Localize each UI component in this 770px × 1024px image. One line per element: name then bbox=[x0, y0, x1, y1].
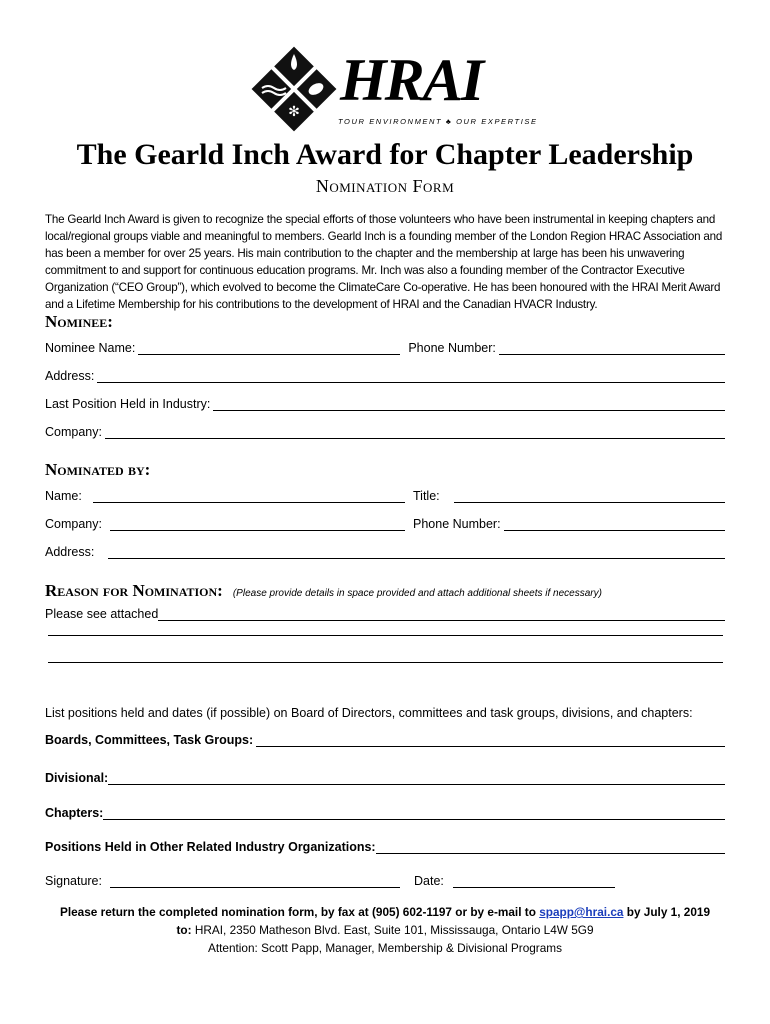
nominator-company-label: Company: bbox=[45, 517, 102, 531]
divisional-field[interactable] bbox=[108, 772, 725, 785]
nominator-address-field[interactable] bbox=[108, 546, 725, 559]
footer-deadline-text: by July 1, 2019 bbox=[623, 905, 711, 919]
page-subtitle: Nomination Form bbox=[315, 176, 455, 196]
nominator-company-field[interactable] bbox=[110, 518, 405, 531]
logo-wordmark: HRAI bbox=[340, 47, 483, 113]
logo-tagline: TOUR ENVIRONMENT ♣ OUR EXPERTISE bbox=[338, 117, 538, 126]
nominee-company-label: Company: bbox=[45, 425, 102, 439]
nominee-address-label: Address: bbox=[45, 369, 95, 383]
other-positions-row bbox=[45, 840, 725, 854]
nominator-phone-label: Phone Number: bbox=[413, 517, 501, 531]
positions-intro: List positions held and dates (if possible) on Board of Directors, committees and task groups, divisions, and chapters: bbox=[45, 706, 693, 720]
signature-field[interactable] bbox=[110, 875, 400, 888]
chapters-row bbox=[45, 806, 725, 820]
chapters-label: Chapters: bbox=[45, 806, 104, 820]
nominee-name-row bbox=[45, 341, 725, 355]
reason-field-1[interactable] bbox=[158, 608, 725, 621]
hrai-diamond-icon bbox=[248, 44, 340, 134]
nominator-address-row bbox=[45, 545, 725, 559]
boards-row bbox=[45, 733, 725, 747]
reason-heading-text: Reason for Nomination: bbox=[45, 581, 223, 600]
nominee-company-row bbox=[45, 425, 725, 439]
reason-field-3[interactable] bbox=[48, 662, 723, 663]
nominator-company-row bbox=[45, 517, 725, 531]
nominee-company-field[interactable] bbox=[105, 426, 725, 439]
nominee-address-field[interactable] bbox=[97, 370, 725, 383]
nominee-position-row bbox=[45, 397, 725, 411]
hrai-logo bbox=[248, 44, 538, 134]
nominee-name-field[interactable] bbox=[138, 342, 400, 355]
nominator-title-label: Title: bbox=[413, 489, 440, 503]
footer-return-text: Please return the completed nomination form, by fax at (905) 602-1197 or by e-mail to bbox=[59, 905, 540, 919]
reason-first-row bbox=[45, 607, 725, 621]
reason-heading bbox=[45, 581, 602, 601]
nominee-position-field[interactable] bbox=[213, 398, 725, 411]
nominator-name-field[interactable] bbox=[93, 490, 405, 503]
nominator-phone-field[interactable] bbox=[504, 518, 725, 531]
nominee-heading: Nominee: bbox=[45, 312, 113, 331]
nominee-position-label: Last Position Held in Industry: bbox=[45, 397, 211, 411]
signature-row bbox=[45, 874, 615, 888]
other-positions-label: Positions Held in Other Related Industry Organizations: bbox=[45, 840, 376, 854]
svg-text:✻: ✻ bbox=[288, 104, 300, 120]
page-title: The Gearld Inch Award for Chapter Leadership bbox=[76, 138, 694, 171]
intro-paragraph: The Gearld Inch Award is given to recognize the special efforts of those volunteers who have been instrumental in keeping chapters and local/regional groups viable and meaningful to members. Gearld Inch is a founding member of the London Region HRAC Association and has been a member for over 25 years. His main contribution to the chapter and the membership at large has been his unwavering commitment to and support for continuous education programs. Mr. Inch was also a founding member of the Contractor Executive Organization (“CEO Group”), which evolved to become the ClimateCare Co-operative. He has been honoured with the HRAI Merit Award and a Lifetime Membership for his contributions to the development of HRAI and the Canadian HVACR Industry. bbox=[45, 213, 723, 311]
footer-line-1 bbox=[0, 903, 770, 921]
footer-to-label: to: bbox=[176, 923, 192, 937]
nominator-name-row bbox=[45, 489, 725, 503]
signature-label: Signature: bbox=[45, 874, 102, 888]
reason-note: (Please provide details in space provided and attach additional sheets if necessary) bbox=[232, 588, 602, 599]
nominee-phone-label: Phone Number: bbox=[408, 341, 496, 355]
nominee-address-row bbox=[45, 369, 725, 383]
footer-address: HRAI, 2350 Matheson Blvd. East, Suite 101, Mississauga, Ontario L4W 5G9 bbox=[191, 923, 594, 937]
other-positions-field[interactable] bbox=[376, 841, 725, 854]
divisional-label: Divisional: bbox=[45, 771, 109, 785]
nominator-title-field[interactable] bbox=[454, 490, 725, 503]
boards-field[interactable] bbox=[256, 734, 725, 747]
footer-line-2 bbox=[0, 921, 770, 939]
chapters-field[interactable] bbox=[103, 807, 725, 820]
nominator-address-label: Address: bbox=[45, 545, 95, 559]
divisional-row bbox=[45, 771, 725, 785]
reason-field-2[interactable] bbox=[48, 635, 723, 636]
footer-email-link[interactable]: spapp@hrai.ca bbox=[539, 905, 624, 919]
date-field[interactable] bbox=[453, 875, 615, 888]
reason-first-label: Please see attached bbox=[45, 607, 159, 621]
nominee-name-label: Nominee Name: bbox=[45, 341, 136, 355]
boards-label: Boards, Committees, Task Groups: bbox=[45, 733, 254, 747]
nominated-by-heading: Nominated by: bbox=[45, 460, 151, 479]
nominee-phone-field[interactable] bbox=[499, 342, 725, 355]
nominator-name-label: Name: bbox=[45, 489, 82, 503]
footer-line-3: Attention: Scott Papp, Manager, Membership & Divisional Programs bbox=[207, 941, 563, 955]
date-label: Date: bbox=[414, 874, 444, 888]
